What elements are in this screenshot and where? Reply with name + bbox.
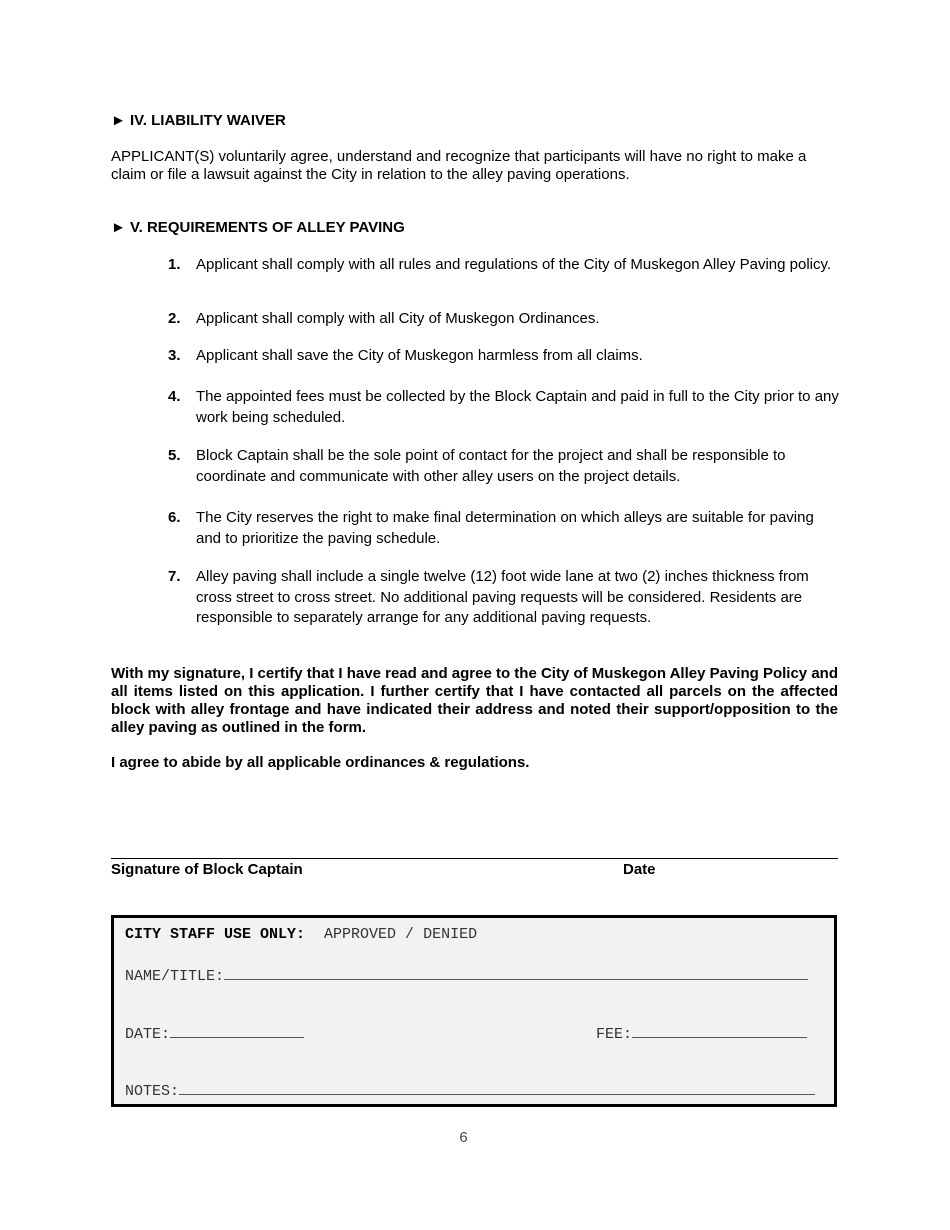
date-label: Date	[623, 861, 656, 878]
signature-line	[111, 858, 838, 859]
certification-text: With my signature, I certify that I have read and agree to the City of Muskegon Alley Paving Policy and all items listed on this application. I further certify that I have contacted all parcels on the affected block with alley frontage and have indicated their address and noted their support/opposition to the alley paving as outlined in the form.	[111, 665, 838, 736]
item-text: Applicant shall comply with all City of Muskegon Ordinances.	[196, 310, 600, 327]
name-title-label: NAME/TITLE:	[125, 968, 225, 985]
item-text: Applicant shall comply with all rules and regulations of the City of Muskegon Alley Paving policy.	[196, 256, 832, 273]
item-text: The City reserves the right to make final determination on which alleys are suitable for paving and to prioritize the paving schedule.	[196, 509, 814, 547]
page-number: 6	[458, 1130, 468, 1147]
signature-label: Signature of Block Captain	[111, 861, 303, 878]
item-number: 6.	[168, 509, 181, 526]
staff-date-field[interactable]	[170, 1023, 304, 1038]
staff-title: CITY STAFF USE ONLY:	[125, 926, 306, 943]
approval-status: APPROVED / DENIED	[324, 926, 478, 943]
item-text: Applicant shall save the City of Muskegon harmless from all claims.	[196, 347, 643, 364]
item-text: Block Captain shall be the sole point of contact for the project and shall be responsible to coordinate and communicate with other alley users on the project details.	[196, 447, 786, 485]
item-number: 4.	[168, 388, 181, 405]
staff-date-label: DATE:	[125, 1026, 171, 1043]
item-number: 1.	[168, 256, 181, 273]
fee-label: FEE:	[596, 1026, 633, 1043]
item-number: 3.	[168, 347, 181, 364]
item-number: 7.	[168, 568, 181, 585]
item-text: Alley paving shall include a single twelve (12) foot wide lane at two (2) inches thickness from cross street to cross street. No additional paving requests will be considered. Residents are responsible to separately arrange for any additional paving requests.	[196, 568, 809, 626]
fee-field[interactable]	[632, 1023, 807, 1038]
city-staff-box	[111, 915, 837, 1107]
notes-field[interactable]	[179, 1080, 815, 1095]
liability-waiver-text: APPLICANT(S) voluntarily agree, understand and recognize that participants will have no right to make a claim or file a lawsuit against the City in relation to the alley paving operations.	[111, 148, 807, 183]
section-iv-heading: ► IV. LIABILITY WAIVER	[111, 112, 286, 129]
item-number: 5.	[168, 447, 181, 464]
section-v-heading: ► V. REQUIREMENTS OF ALLEY PAVING	[111, 219, 405, 236]
item-text: The appointed fees must be collected by the Block Captain and paid in full to the City prior to any work being scheduled.	[196, 388, 839, 426]
notes-label: NOTES:	[125, 1083, 180, 1100]
item-number: 2.	[168, 310, 181, 327]
name-title-field[interactable]	[224, 965, 808, 980]
agreement-text: I agree to abide by all applicable ordinances & regulations.	[111, 754, 530, 771]
